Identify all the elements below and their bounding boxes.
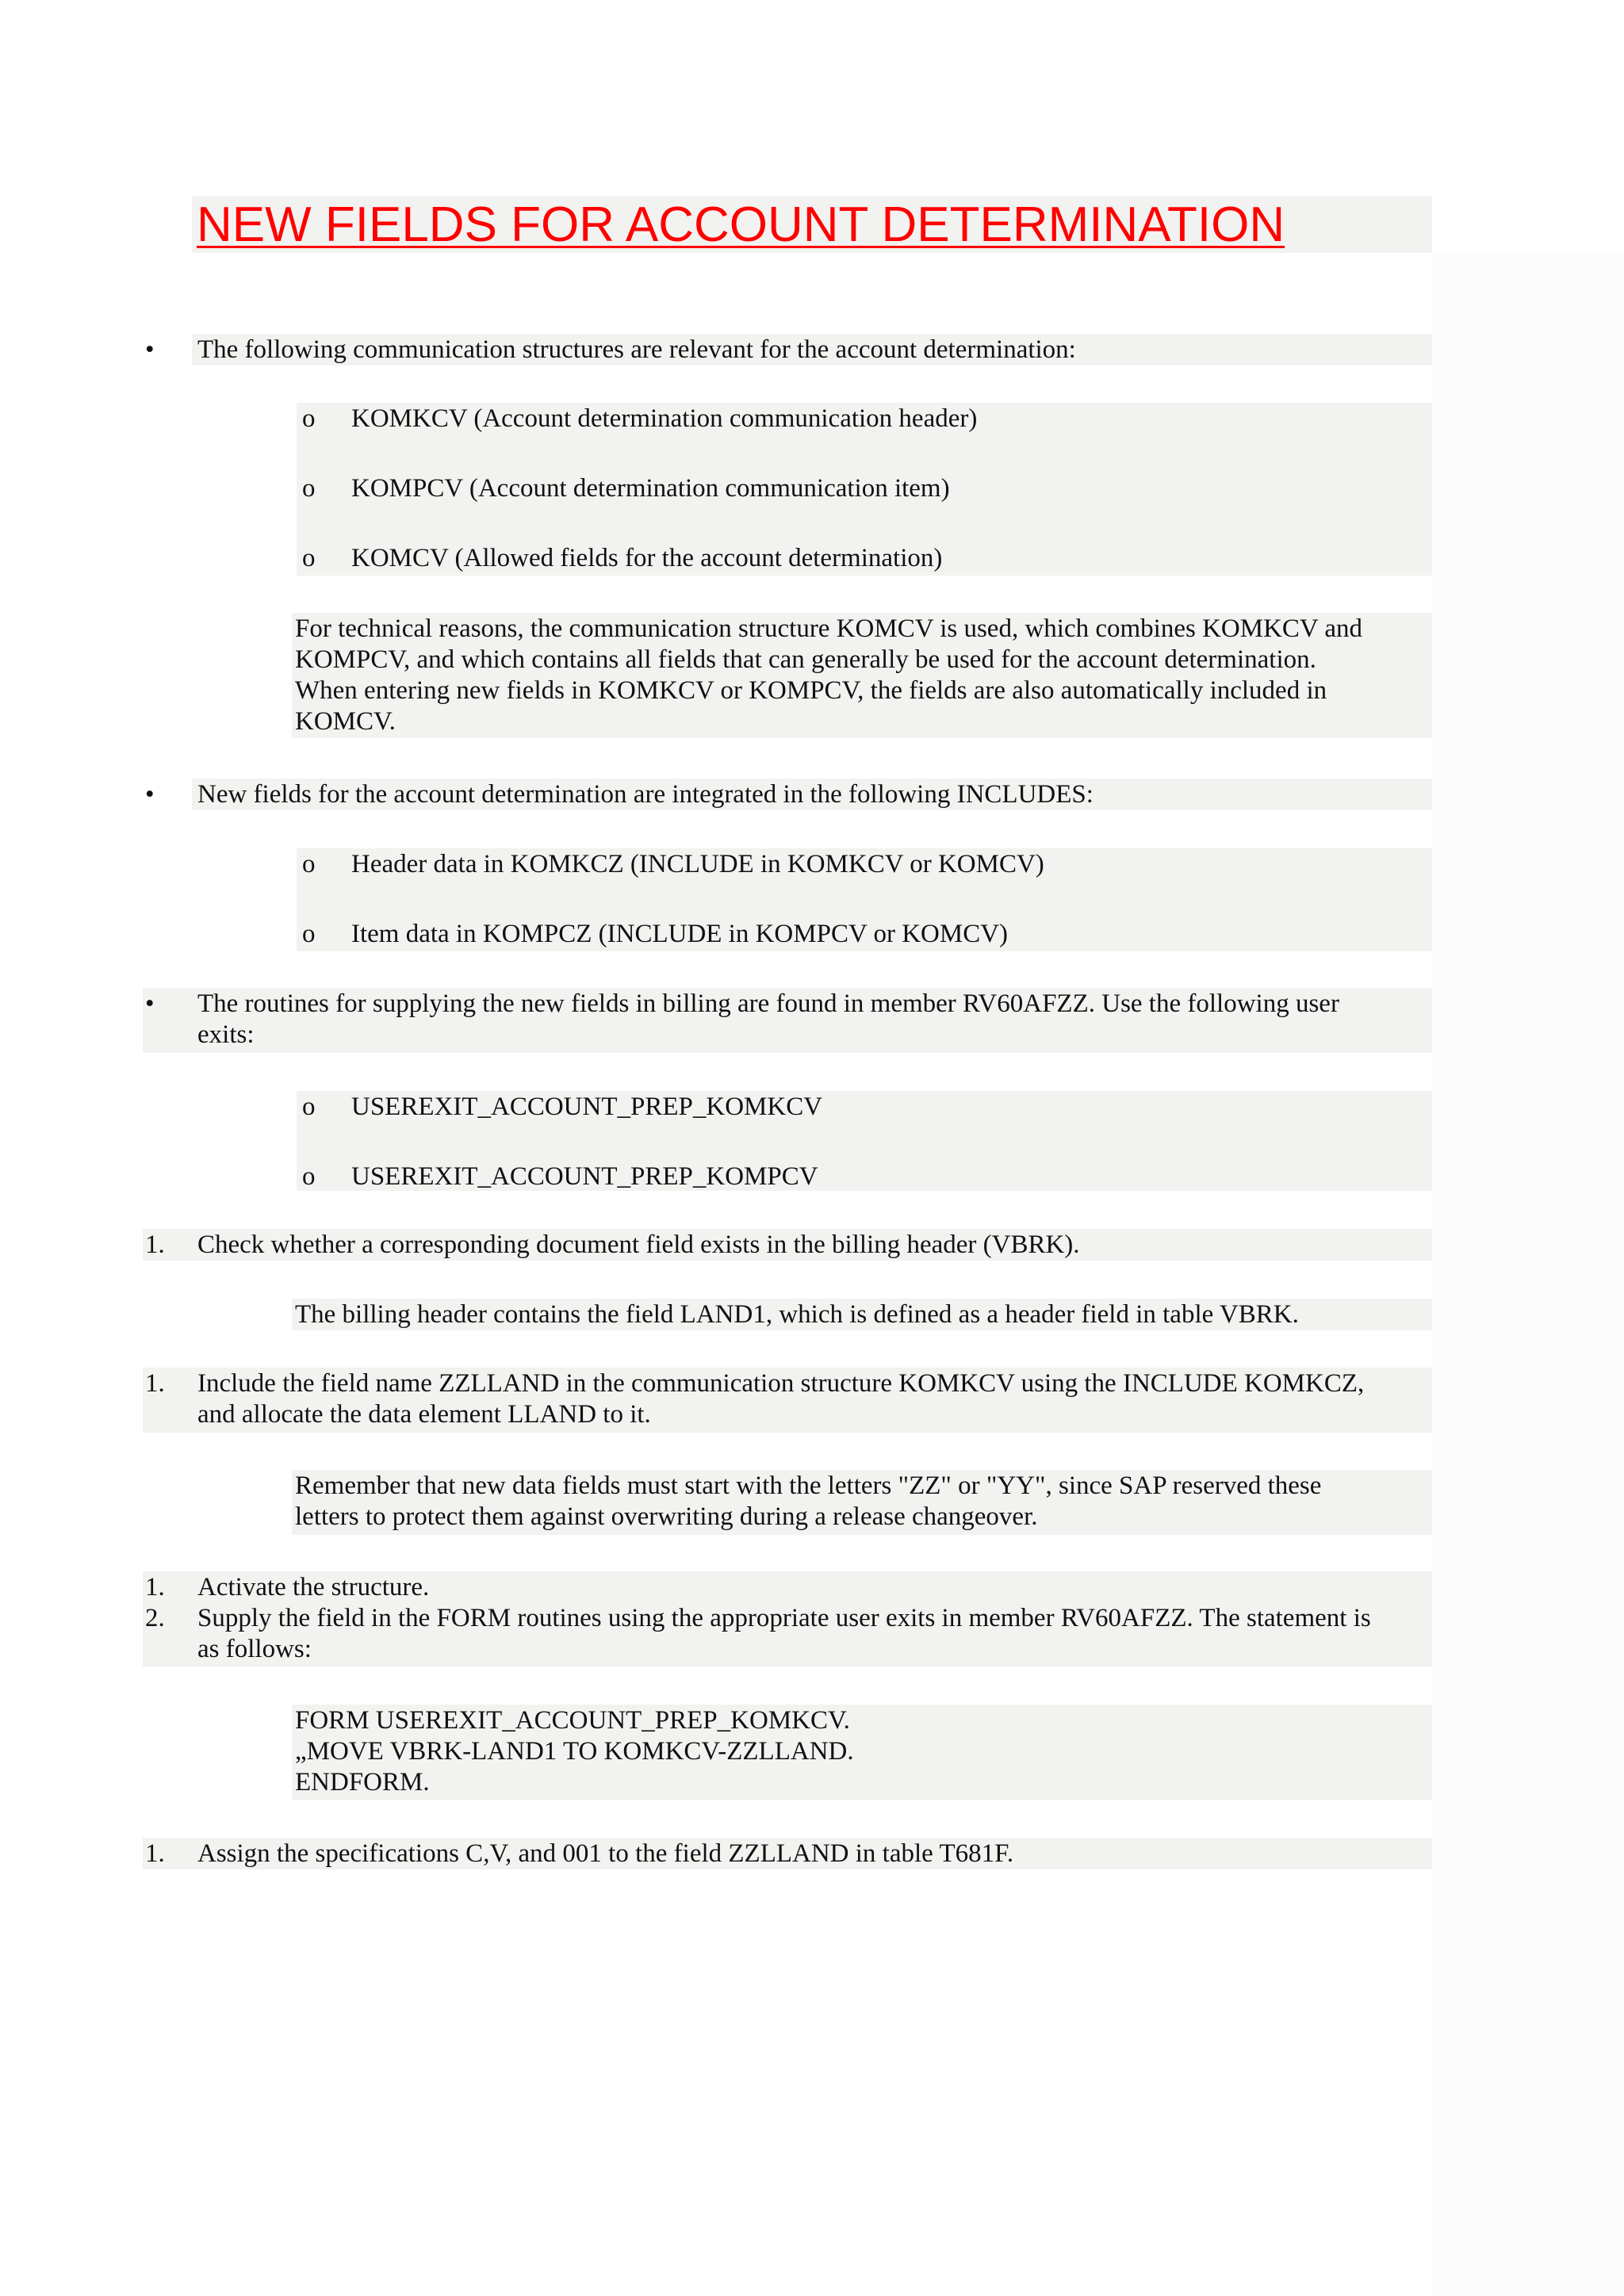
sub-bullet-glyph: o <box>302 1162 316 1191</box>
sub-bullet-glyph: o <box>302 1093 316 1121</box>
sub-bullet-glyph: o <box>302 544 316 572</box>
bullet-glyph: • <box>145 780 155 809</box>
sub-bullet-glyph: o <box>302 850 316 878</box>
step-text-line: and allocate the data element LLAND to it. <box>197 1400 651 1429</box>
step-text: Check whether a corresponding document field exists in the billing header (VBRK). <box>197 1230 1080 1259</box>
note-line: KOMCV. <box>295 707 396 736</box>
step-text-line: as follows: <box>197 1635 312 1663</box>
list-item: Item data in KOMPCZ (INCLUDE in KOMPCV or KOMCV) <box>351 920 1009 948</box>
page-margin-strip <box>1432 254 1624 2296</box>
code-line: FORM USEREXIT_ACCOUNT_PREP_KOMKCV. <box>295 1706 850 1735</box>
section3-bullet-line: The routines for supplying the new fields in billing are found in member RV60AFZZ. Use the following user <box>197 989 1339 1018</box>
step-number: 2. <box>145 1604 165 1632</box>
bullet-glyph: • <box>145 989 155 1018</box>
step-number: 1. <box>145 1369 165 1398</box>
list-item: USEREXIT_ACCOUNT_PREP_KOMKCV <box>351 1093 823 1121</box>
note-line: When entering new fields in KOMKCV or KOMPCV, the fields are also automatically included in <box>295 676 1327 705</box>
code-line: „MOVE VBRK-LAND1 TO KOMKCV-ZZLLAND. <box>295 1737 854 1766</box>
list-item: KOMCV (Allowed fields for the account determination) <box>351 544 943 572</box>
sub-bullet-glyph: o <box>302 474 316 503</box>
document-title: NEW FIELDS FOR ACCOUNT DETERMINATION <box>197 197 1285 252</box>
sub-bullet-glyph: o <box>302 404 316 433</box>
step-note-line: Remember that new data fields must start with the letters "ZZ" or "YY", since SAP reserved these <box>295 1471 1322 1500</box>
bullet-glyph: • <box>145 335 155 364</box>
step-text-line: Supply the field in the FORM routines using the appropriate user exits in member RV60AFZZ. The statement is <box>197 1604 1371 1632</box>
list-item: KOMPCV (Account determination communication item) <box>351 474 950 503</box>
step-text-line: Include the field name ZZLLAND in the communication structure KOMKCV using the INCLUDE KOMKCZ, <box>197 1369 1365 1398</box>
sub-bullet-glyph: o <box>302 920 316 948</box>
step-text: Assign the specifications C,V, and 001 to the field ZZLLAND in table T681F. <box>197 1839 1014 1868</box>
list-item: USEREXIT_ACCOUNT_PREP_KOMPCV <box>351 1162 818 1191</box>
step-number: 1. <box>145 1230 165 1259</box>
note-line: For technical reasons, the communication structure KOMCV is used, which combines KOMKCV and <box>295 614 1363 643</box>
step-note: The billing header contains the field LAND1, which is defined as a header field in table VBRK. <box>295 1300 1299 1329</box>
step-number: 1. <box>145 1839 165 1868</box>
step-note-line: letters to protect them against overwriting during a release changeover. <box>295 1502 1038 1531</box>
list-item: KOMKCV (Account determination communication header) <box>351 404 978 433</box>
section3-bullet-line: exits: <box>197 1020 255 1049</box>
step-number: 1. <box>145 1573 165 1601</box>
section1-bullet-text: The following communication structures are relevant for the account determination: <box>197 335 1076 364</box>
note-line: KOMPCV, and which contains all fields that can generally be used for the account determination. <box>295 645 1316 674</box>
code-line: ENDFORM. <box>295 1768 430 1797</box>
section2-bullet-text: New fields for the account determination are integrated in the following INCLUDES: <box>197 780 1094 809</box>
step-text: Activate the structure. <box>197 1573 430 1601</box>
list-item: Header data in KOMKCZ (INCLUDE in KOMKCV or KOMCV) <box>351 850 1044 878</box>
